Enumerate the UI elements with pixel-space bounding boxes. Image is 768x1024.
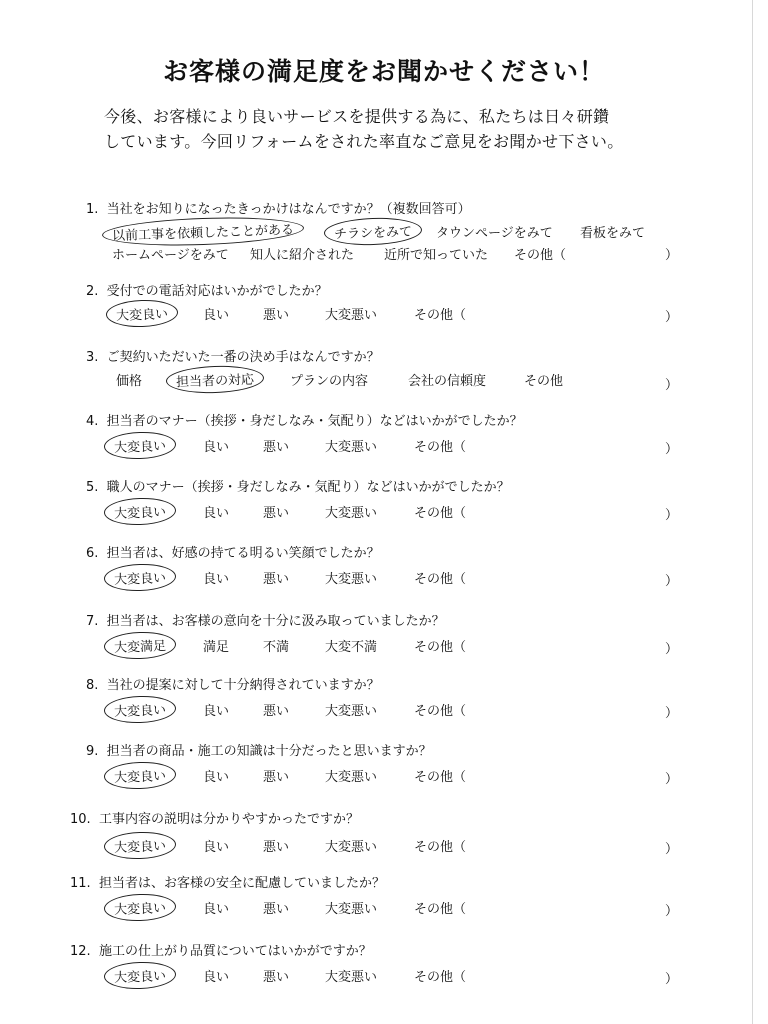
q1-option[interactable]: タウンページをみて <box>436 226 553 241</box>
q4-option[interactable]: その他（ <box>414 440 467 455</box>
q1-option[interactable]: 近所で知っていた <box>384 248 489 263</box>
q2-paren-close: ） <box>665 310 679 325</box>
question-4-text: 4. 担当者のマナー（挨拶・身だしなみ・気配り）などはいかがでしたか？ <box>86 414 523 429</box>
q12-option[interactable]: 良い <box>203 970 230 985</box>
q7-option-selected[interactable]: 大変満足 <box>104 631 177 660</box>
q9-option-selected[interactable]: 大変良い <box>104 761 177 790</box>
question-6-text: 6. 担当者は、好感の持てる明るい笑顔でしたか？ <box>86 546 380 561</box>
survey-intro <box>104 104 624 154</box>
q7-option[interactable]: 大変不満 <box>325 640 378 655</box>
q9-paren-close: ） <box>665 772 679 787</box>
q3-paren-close: ） <box>665 378 679 393</box>
q11-option[interactable]: 良い <box>203 902 230 917</box>
q10-option[interactable]: 良い <box>203 840 230 855</box>
q5-option[interactable]: 良い <box>203 506 230 521</box>
q11-option-selected[interactable]: 大変良い <box>104 893 177 922</box>
q9-option[interactable]: 悪い <box>263 770 290 785</box>
q11-paren-close: ） <box>665 904 679 919</box>
q11-option[interactable]: 大変悪い <box>325 902 378 917</box>
question-7-text: 7. 担当者は、お客様の意向を十分に汲み取っていましたか？ <box>86 614 445 629</box>
q3-option-selected[interactable]: 担当者の対応 <box>166 364 265 394</box>
q1-option-selected[interactable]: 以前工事を依頼したことがある <box>102 214 305 248</box>
q2-option[interactable]: 悪い <box>263 308 290 323</box>
q5-paren-close: ） <box>665 508 679 523</box>
intro-line-1: 今後、お客様により良いサービスを提供する為に、私たちは日々研鑽 <box>104 107 610 126</box>
q5-option[interactable]: 大変悪い <box>325 506 378 521</box>
q12-option[interactable]: その他（ <box>414 970 467 985</box>
q6-paren-close: ） <box>665 574 679 589</box>
q6-option[interactable]: 大変悪い <box>325 572 378 587</box>
question-10-text: 10. 工事内容の説明は分かりやすかったですか？ <box>70 812 359 827</box>
question-8-text: 8. 当社の提案に対して十分納得されていますか？ <box>86 678 380 693</box>
q11-option[interactable]: その他（ <box>414 902 467 917</box>
q3-option[interactable]: その他 <box>524 374 564 389</box>
question-3-text: 3. ご契約いただいた一番の決め手はなんですか？ <box>86 350 380 365</box>
q8-option[interactable]: 悪い <box>263 704 290 719</box>
q9-option[interactable]: 良い <box>203 770 230 785</box>
q3-option[interactable]: 会社の信頼度 <box>408 374 487 389</box>
q9-option[interactable]: 大変悪い <box>325 770 378 785</box>
q12-option[interactable]: 大変悪い <box>325 970 378 985</box>
q10-option[interactable]: 悪い <box>263 840 290 855</box>
q9-option[interactable]: その他（ <box>414 770 467 785</box>
q6-option[interactable]: 悪い <box>263 572 290 587</box>
q4-option[interactable]: 良い <box>203 440 230 455</box>
q1-option[interactable]: その他（ <box>514 248 567 263</box>
question-1-text: 1. 当社をお知りになったきっかけはなんですか？（複数回答可） <box>86 202 471 217</box>
q7-option[interactable]: 不満 <box>263 640 290 655</box>
q1-option[interactable]: 看板をみて <box>580 226 646 241</box>
q4-option-selected[interactable]: 大変良い <box>104 431 177 460</box>
question-12-text: 12. 施工の仕上がり品質についてはいかがですか？ <box>70 944 372 959</box>
q2-option[interactable]: その他（ <box>414 308 467 323</box>
q6-option[interactable]: その他（ <box>414 572 467 587</box>
question-5-text: 5. 職人のマナー（挨拶・身だしなみ・気配り）などはいかがでしたか？ <box>86 480 510 495</box>
intro-line-2: しています。今回リフォームをされた率直なご意見をお聞かせ下さい。 <box>104 132 624 151</box>
q1-option-selected[interactable]: チラシをみて <box>324 216 423 246</box>
q2-option[interactable]: 良い <box>203 308 230 323</box>
q11-option[interactable]: 悪い <box>263 902 290 917</box>
q8-option-selected[interactable]: 大変良い <box>104 695 177 724</box>
q8-paren-close: ） <box>665 706 679 721</box>
question-9-text: 9. 担当者の商品・施工の知識は十分だったと思いますか？ <box>86 744 432 759</box>
q4-option[interactable]: 大変悪い <box>325 440 378 455</box>
q12-paren-close: ） <box>665 972 679 987</box>
q5-option-selected[interactable]: 大変良い <box>104 497 177 526</box>
q10-option[interactable]: その他（ <box>414 840 467 855</box>
q5-option[interactable]: その他（ <box>414 506 467 521</box>
q12-option[interactable]: 悪い <box>263 970 290 985</box>
q10-paren-close: ） <box>665 842 679 857</box>
question-2-text: 2. 受付での電話対応はいかがでしたか？ <box>86 284 328 299</box>
page-edge-divider <box>752 0 753 1024</box>
q10-option-selected[interactable]: 大変良い <box>104 831 177 860</box>
q6-option[interactable]: 良い <box>203 572 230 587</box>
q7-option[interactable]: その他（ <box>414 640 467 655</box>
q6-option-selected[interactable]: 大変良い <box>104 563 177 592</box>
q7-paren-close: ） <box>665 642 679 657</box>
q2-option-selected[interactable]: 大変良い <box>106 299 179 328</box>
q1-option[interactable]: ホームページをみて <box>112 248 229 263</box>
q3-option[interactable]: 価格 <box>116 374 143 389</box>
question-11-text: 11. 担当者は、お客様の安全に配慮していましたか？ <box>70 876 385 891</box>
q3-option[interactable]: プランの内容 <box>290 374 369 389</box>
q7-option[interactable]: 満足 <box>203 640 230 655</box>
q5-option[interactable]: 悪い <box>263 506 290 521</box>
q1-paren-close: ） <box>665 248 679 263</box>
q8-option[interactable]: 大変悪い <box>325 704 378 719</box>
q10-option[interactable]: 大変悪い <box>325 840 378 855</box>
q12-option-selected[interactable]: 大変良い <box>104 961 177 990</box>
q8-option[interactable]: その他（ <box>414 704 467 719</box>
q4-paren-close: ） <box>665 442 679 457</box>
q8-option[interactable]: 良い <box>203 704 230 719</box>
q1-option[interactable]: 知人に紹介された <box>250 248 355 263</box>
q2-option[interactable]: 大変悪い <box>325 308 378 323</box>
q4-option[interactable]: 悪い <box>263 440 290 455</box>
survey-title: お客様の満足度をお聞かせください！ <box>162 57 605 86</box>
